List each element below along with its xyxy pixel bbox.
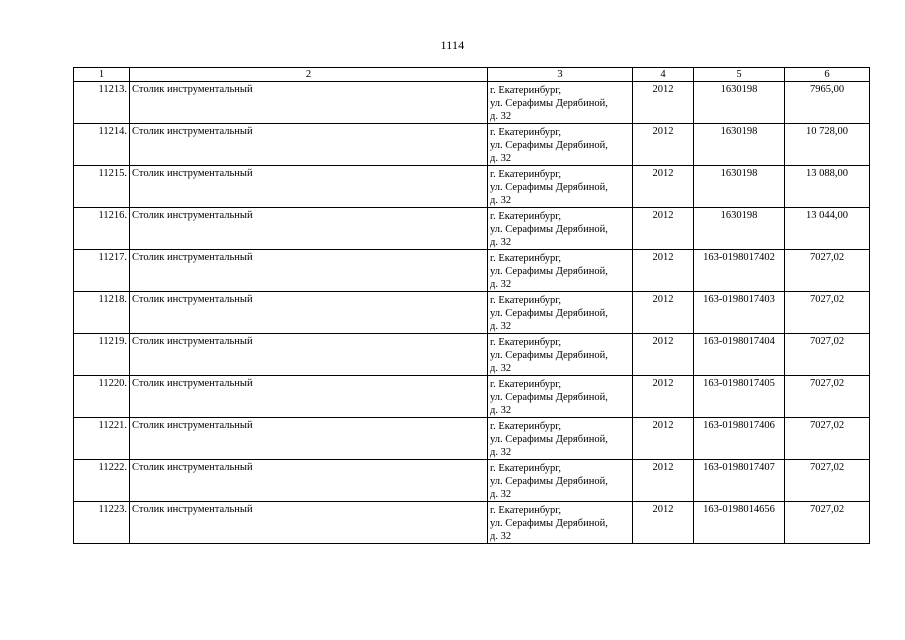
row-number: 11215. — [74, 166, 130, 208]
address-line: д. 32 — [490, 321, 512, 332]
item-cost: 7027,02 — [785, 376, 870, 418]
table-row — [74, 166, 870, 208]
item-inventory-number: 163-0198014656 — [694, 502, 785, 544]
item-name: Столик инструментальный — [130, 208, 488, 250]
item-cost: 7027,02 — [785, 502, 870, 544]
header-row — [74, 68, 870, 82]
item-address — [488, 502, 633, 544]
address-line: д. 32 — [490, 279, 512, 290]
item-address — [488, 166, 633, 208]
address-line: д. 32 — [490, 195, 512, 206]
address-line: д. 32 — [490, 447, 512, 458]
address-line: ул. Серафимы Дерябиной, — [490, 182, 608, 193]
item-year: 2012 — [633, 418, 694, 460]
address-line: г. Екатеринбург, — [490, 421, 562, 432]
address-line: д. 32 — [490, 405, 512, 416]
item-address — [488, 208, 633, 250]
table-row — [74, 502, 870, 544]
item-address — [488, 124, 633, 166]
item-year: 2012 — [633, 376, 694, 418]
address-line: г. Екатеринбург, — [490, 379, 562, 390]
address-line: д. 32 — [490, 111, 512, 122]
item-name: Столик инструментальный — [130, 250, 488, 292]
item-inventory-number: 1630198 — [694, 124, 785, 166]
row-number: 11221. — [74, 418, 130, 460]
item-address — [488, 376, 633, 418]
item-inventory-number: 163-0198017407 — [694, 460, 785, 502]
item-year: 2012 — [633, 166, 694, 208]
column-header-4: 4 — [633, 68, 694, 82]
address-line: д. 32 — [490, 363, 512, 374]
page-number: 1114 — [440, 38, 465, 52]
column-header-5: 5 — [694, 68, 785, 82]
table-row — [74, 418, 870, 460]
address-line: ул. Серафимы Дерябиной, — [490, 518, 608, 529]
address-line: г. Екатеринбург, — [490, 169, 562, 180]
address-line: ул. Серафимы Дерябиной, — [490, 350, 608, 361]
address-line: г. Екатеринбург, — [490, 337, 562, 348]
address-line: г. Екатеринбург, — [490, 295, 562, 306]
address-line: ул. Серафимы Дерябиной, — [490, 476, 608, 487]
address-line: д. 32 — [490, 237, 512, 248]
column-header-2: 2 — [130, 68, 488, 82]
item-cost: 7027,02 — [785, 460, 870, 502]
item-name: Столик инструментальный — [130, 292, 488, 334]
item-year: 2012 — [633, 460, 694, 502]
item-year: 2012 — [633, 292, 694, 334]
item-cost: 7027,02 — [785, 334, 870, 376]
address-line: г. Екатеринбург, — [490, 505, 562, 516]
item-address — [488, 82, 633, 124]
item-cost: 7027,02 — [785, 250, 870, 292]
column-header-6: 6 — [785, 68, 870, 82]
item-address — [488, 334, 633, 376]
column-header-3: 3 — [488, 68, 633, 82]
item-cost: 13 088,00 — [785, 166, 870, 208]
table-row — [74, 208, 870, 250]
item-name: Столик инструментальный — [130, 418, 488, 460]
address-line: ул. Серафимы Дерябиной, — [490, 140, 608, 151]
address-line: ул. Серафимы Дерябиной, — [490, 266, 608, 277]
address-line: д. 32 — [490, 489, 512, 500]
item-year: 2012 — [633, 502, 694, 544]
item-inventory-number: 1630198 — [694, 208, 785, 250]
item-inventory-number: 1630198 — [694, 166, 785, 208]
item-name: Столик инструментальный — [130, 166, 488, 208]
item-year: 2012 — [633, 250, 694, 292]
item-address — [488, 250, 633, 292]
column-header-1: 1 — [74, 68, 130, 82]
table-row — [74, 250, 870, 292]
row-number: 11218. — [74, 292, 130, 334]
item-name: Столик инструментальный — [130, 334, 488, 376]
address-line: ул. Серафимы Дерябиной, — [490, 392, 608, 403]
address-line: г. Екатеринбург, — [490, 211, 562, 222]
row-number: 11214. — [74, 124, 130, 166]
address-line: д. 32 — [490, 531, 512, 542]
item-year: 2012 — [633, 82, 694, 124]
row-number: 11219. — [74, 334, 130, 376]
property-registry-table — [73, 67, 870, 544]
item-year: 2012 — [633, 334, 694, 376]
table-row — [74, 124, 870, 166]
item-inventory-number: 163-0198017402 — [694, 250, 785, 292]
item-name: Столик инструментальный — [130, 460, 488, 502]
item-inventory-number: 163-0198017404 — [694, 334, 785, 376]
table-row — [74, 460, 870, 502]
item-address — [488, 292, 633, 334]
row-number: 11217. — [74, 250, 130, 292]
item-address — [488, 460, 633, 502]
address-line: ул. Серафимы Дерябиной, — [490, 308, 608, 319]
table-body — [74, 82, 870, 544]
address-line: г. Екатеринбург, — [490, 463, 562, 474]
item-name: Столик инструментальный — [130, 502, 488, 544]
address-line: д. 32 — [490, 153, 512, 164]
table-row — [74, 334, 870, 376]
table-row — [74, 292, 870, 334]
item-year: 2012 — [633, 208, 694, 250]
item-name: Столик инструментальный — [130, 376, 488, 418]
item-cost: 7027,02 — [785, 292, 870, 334]
item-inventory-number: 163-0198017405 — [694, 376, 785, 418]
item-cost: 13 044,00 — [785, 208, 870, 250]
row-number: 11222. — [74, 460, 130, 502]
table-header — [74, 68, 870, 82]
table-row — [74, 376, 870, 418]
item-address — [488, 418, 633, 460]
item-cost: 10 728,00 — [785, 124, 870, 166]
item-inventory-number: 163-0198017406 — [694, 418, 785, 460]
item-inventory-number: 1630198 — [694, 82, 785, 124]
item-name: Столик инструментальный — [130, 82, 488, 124]
item-inventory-number: 163-0198017403 — [694, 292, 785, 334]
item-year: 2012 — [633, 124, 694, 166]
item-cost: 7965,00 — [785, 82, 870, 124]
row-number: 11213. — [74, 82, 130, 124]
table-row — [74, 82, 870, 124]
item-cost: 7027,02 — [785, 418, 870, 460]
address-line: ул. Серафимы Дерябиной, — [490, 434, 608, 445]
address-line: г. Екатеринбург, — [490, 253, 562, 264]
item-name: Столик инструментальный — [130, 124, 488, 166]
address-line: ул. Серафимы Дерябиной, — [490, 98, 608, 109]
row-number: 11220. — [74, 376, 130, 418]
row-number: 11216. — [74, 208, 130, 250]
row-number: 11223. — [74, 502, 130, 544]
address-line: ул. Серафимы Дерябиной, — [490, 224, 608, 235]
address-line: г. Екатеринбург, — [490, 127, 562, 138]
address-line: г. Екатеринбург, — [490, 85, 562, 96]
